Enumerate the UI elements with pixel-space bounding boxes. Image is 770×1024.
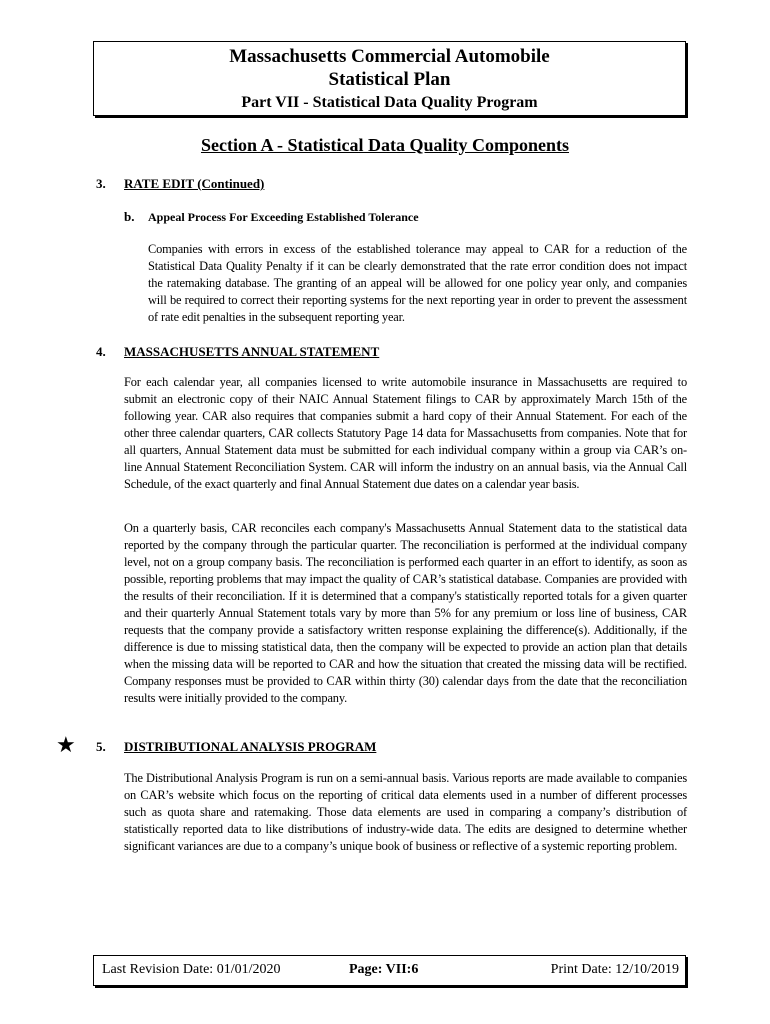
- star-icon: ★: [56, 732, 76, 757]
- section-heading: Section A - Statistical Data Quality Components: [200, 135, 569, 155]
- item3-sub-paragraph: Companies with errors in excess of the established tolerance may appeal to CAR for a reduction of the Statistical Data Quality Penalty if it can be clearly demonstrated that the rate error condition does not impact the ratemaking database. The granting of an appeal will be allowed for one policy year only, and companies will be required to correct their reporting systems for the next reporting year in order to prevent the assessment of rate edit penalties in the subsequent reporting year.: [148, 242, 687, 324]
- item3-number: 3.: [96, 176, 106, 191]
- item5-title: DISTRIBUTIONAL ANALYSIS PROGRAM: [124, 739, 377, 754]
- item3-title: RATE EDIT (Continued): [124, 176, 265, 191]
- header-box: [93, 41, 686, 116]
- item4-paragraph-1: For each calendar year, all companies licensed to write automobile insurance in Massachusetts are required to submit an electronic copy of their NAIC Annual Statement filings to CAR by approximately March 15th of the following year. CAR also requires that companies submit a hard copy of their Annual Statement. For each of the other three calendar quarters, CAR collects Statutory Page 14 data for Massachusetts from companies. Note that for all quarters, Annual Statement data must be submitted for each individual company within a group via CAR’s on-line Annual Statement Reconciliation System. CAR will inform the industry on an annual basis, via the Annual Call Schedule, of the exact quarterly and final Annual Statement due dates on a calendar year basis.: [124, 375, 687, 491]
- item4-title: MASSACHUSETTS ANNUAL STATEMENT: [124, 344, 380, 359]
- item3-sub-letter: b.: [124, 209, 135, 224]
- item5-paragraph: The Distributional Analysis Program is run on a semi-annual basis. Various reports are made available to companies on CAR’s website which focus on the reporting of critical data elements used in a number of different processes such as quota share and ratemaking. Those data elements are used in comparing a company’s distribution of statistically reported data to like distributions of industry-wide data. The edits are designed to determine whether significant variances are due to a company’s unique book of business or reflective of a systemic reporting problem.: [124, 771, 687, 853]
- item4-paragraph-2: On a quarterly basis, CAR reconciles each company's Massachusetts Annual Statement data to the statistical data reported by the company through the particular quarter. The reconciliation is performed at the individual company level, not on a group company basis. The reconciliation is performed each quarter in an effort to identify, as soon as possible, reporting problems that may impact the quality of CAR’s statistical database. Companies are provided with the results of their reconciliation. If it is determined that a company's statistically reported totals for a given quarter and their quarterly Annual Statement totals vary by more than 5% for any premium or loss line of business, CAR requests that the company provide a satisfactory written response explaining the difference(s). Additionally, if the difference is due to missing statistical data, then the company will be expected to provide an action plan that details when the missing data will be reported to CAR and how the situation that created the missing data will be rectified. Company responses must be provided to CAR within thirty (30) calendar days from the date that the reconciliation results were initially provided to the company.: [124, 521, 687, 705]
- document-title: Massachusetts Commercial Automobile: [229, 46, 550, 67]
- document-subtitle: Part VII - Statistical Data Quality Program: [241, 94, 538, 111]
- item5-number: 5.: [96, 739, 106, 754]
- item4-number: 4.: [96, 344, 106, 359]
- print-date: Print Date: 12/10/2019: [550, 962, 679, 977]
- revision-date: Last Revision Date: 01/01/2020: [102, 962, 281, 977]
- document-title-line2: Statistical Plan: [328, 69, 451, 90]
- page-number: Page: VII:6: [349, 962, 419, 977]
- footer-box: [93, 955, 686, 986]
- item3-sub-title: Appeal Process For Exceeding Established Tolerance: [148, 210, 419, 224]
